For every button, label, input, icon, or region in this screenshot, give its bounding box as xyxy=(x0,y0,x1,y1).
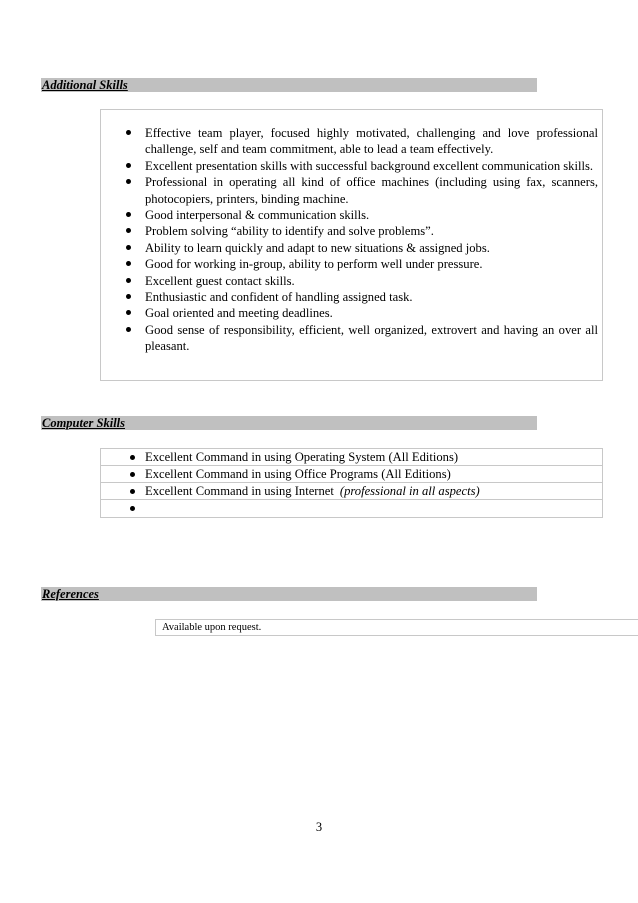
bullet-icon xyxy=(126,130,131,135)
references-heading: References xyxy=(41,587,537,601)
additional-skills-list xyxy=(101,125,602,355)
table-row: Excellent Command in using Internet (professional in all aspects) xyxy=(101,483,602,500)
table-row: Excellent Command in using Operating System (All Editions) xyxy=(101,449,602,466)
list-item: Good interpersonal & communication skills. xyxy=(101,207,602,223)
bullet-icon xyxy=(126,327,131,332)
bullet-icon xyxy=(130,506,135,511)
references-box xyxy=(155,619,638,636)
bullet-icon xyxy=(126,278,131,283)
bullet-icon xyxy=(130,455,135,460)
bullet-icon xyxy=(126,294,131,299)
list-item: Ability to learn quickly and adapt to new situations & assigned jobs. xyxy=(101,240,602,256)
list-item: Good sense of responsibility, efficient, well organized, extrovert and having an over all pleasant. xyxy=(101,322,602,355)
bullet-icon xyxy=(126,310,131,315)
computer-skills-heading: Computer Skills xyxy=(41,416,537,430)
computer-skills-table xyxy=(100,448,603,518)
bullet-icon xyxy=(126,212,131,217)
bullet-icon xyxy=(126,163,131,168)
additional-skills-heading: Additional Skills xyxy=(41,78,537,92)
page-number: 3 xyxy=(315,820,323,834)
list-item: Effective team player, focused highly motivated, challenging and love professional challenge, self and team commitment, able to lead a team effectively. xyxy=(101,125,602,158)
list-item: Good for working in-group, ability to perform well under pressure. xyxy=(101,256,602,272)
references-text: Available upon request. xyxy=(162,622,262,633)
bullet-icon xyxy=(130,489,135,494)
table-row xyxy=(101,500,602,517)
bullet-icon xyxy=(126,245,131,250)
list-item: Excellent guest contact skills. xyxy=(101,273,602,289)
table-row: Excellent Command in using Office Programs (All Editions) xyxy=(101,466,602,483)
list-item: Excellent presentation skills with successful background excellent communication skills. xyxy=(101,158,602,174)
bullet-icon xyxy=(126,228,131,233)
list-item: Goal oriented and meeting deadlines. xyxy=(101,305,602,321)
list-item: Enthusiastic and confident of handling assigned task. xyxy=(101,289,602,305)
bullet-icon xyxy=(126,261,131,266)
list-item: Professional in operating all kind of office machines (including using fax, scanners, photocopiers, printers, binding machine. xyxy=(101,174,602,207)
list-item: Problem solving “ability to identify and solve problems”. xyxy=(101,223,602,239)
additional-skills-box xyxy=(100,109,603,381)
bullet-icon xyxy=(126,179,131,184)
bullet-icon xyxy=(130,472,135,477)
